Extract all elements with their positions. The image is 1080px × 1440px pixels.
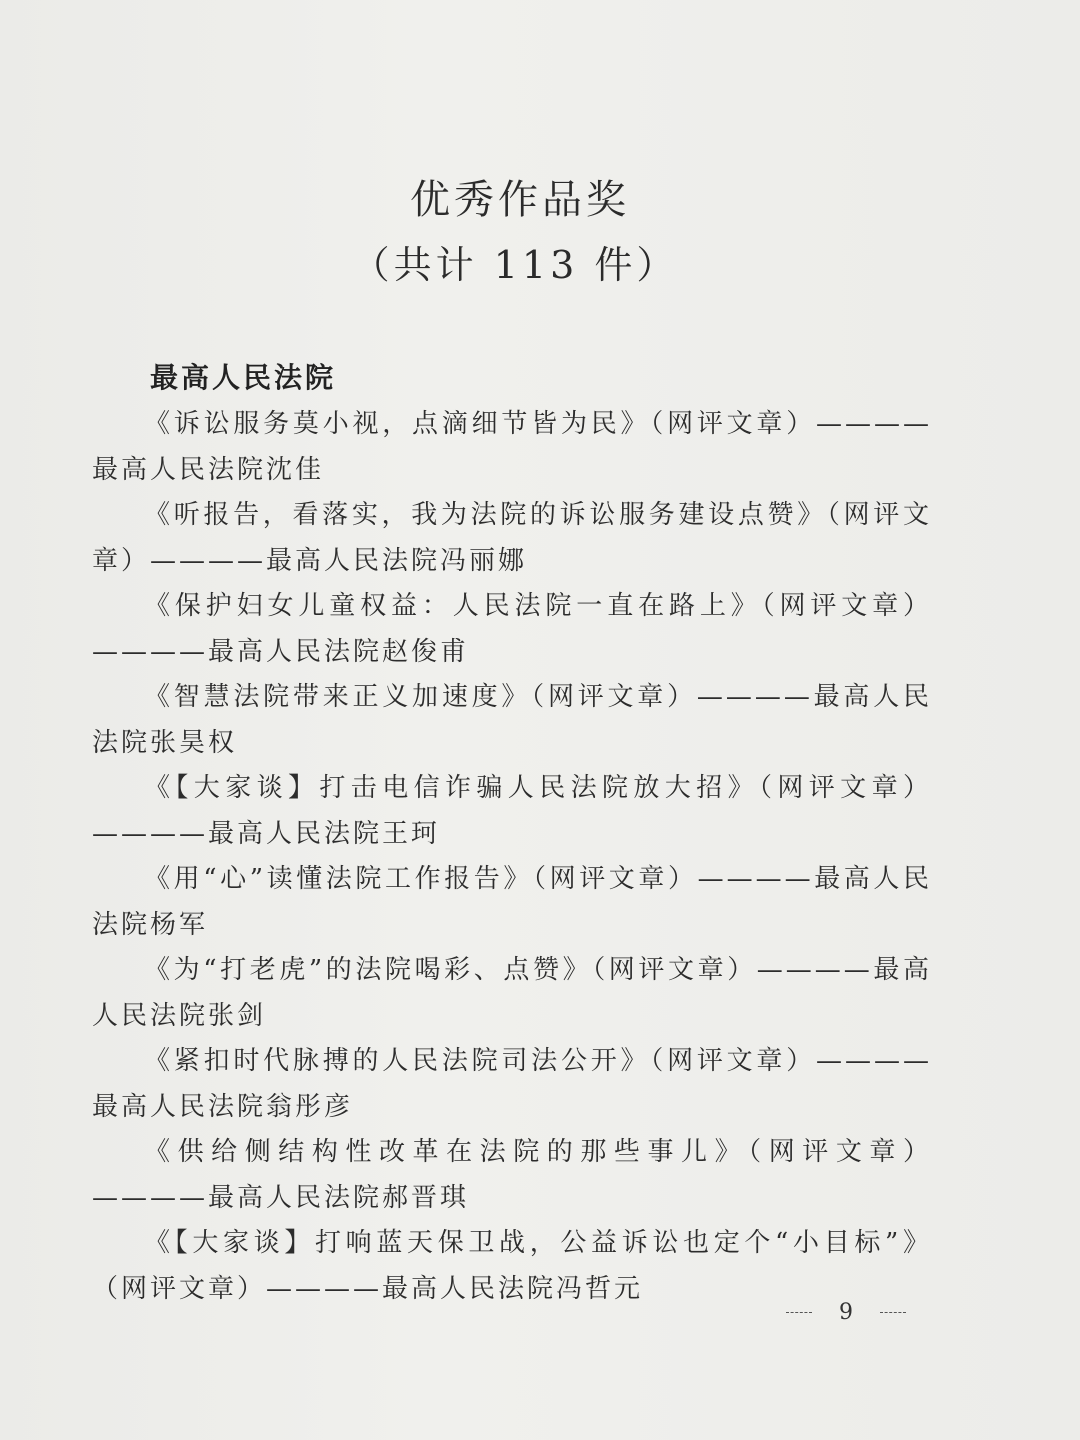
list-item: 《供给侧结构性改革在法院的那些事儿》（网评文章）————最高人民法院郝晋琪	[92, 1137, 932, 1213]
list-item: 《诉讼服务莫小视，点滴细节皆为民》（网评文章）————最高人民法院沈佳	[92, 409, 932, 485]
list-item: 《听报告，看落实，我为法院的诉讼服务建设点赞》（网评文章）————最高人民法院冯丽娜	[92, 500, 932, 576]
list-item: 《紧扣时代脉搏的人民法院司法公开》（网评文章）————最高人民法院翁彤彦	[92, 1046, 932, 1122]
page-number-dash-right	[880, 1312, 906, 1313]
list-item: 《用“心”读懂法院工作报告》（网评文章）————最高人民法院杨军	[92, 864, 932, 940]
page-number	[786, 1300, 906, 1325]
award-list	[92, 402, 932, 1312]
page-number-value: 9	[839, 1300, 853, 1325]
page-number-dash-left	[786, 1312, 812, 1313]
list-item: 《智慧法院带来正义加速度》（网评文章）————最高人民法院张昊权	[92, 682, 932, 758]
list-item: 《【大家谈】打击电信诈骗人民法院放大招》（网评文章）————最高人民法院王珂	[92, 773, 932, 849]
page-title: 优秀作品奖	[410, 177, 630, 223]
list-item: 《保护妇女儿童权益：人民法院一直在路上》（网评文章）————最高人民法院赵俊甫	[92, 591, 932, 667]
list-item: 《为“打老虎”的法院喝彩、点赞》（网评文章）————最高人民法院张剑	[92, 955, 932, 1031]
section-heading: 最高人民法院	[150, 361, 337, 394]
page-subtitle: （共计 113 件）	[351, 243, 679, 287]
list-item: 《【大家谈】打响蓝天保卫战，公益诉讼也定个“小目标”》（网评文章）————最高人民法院冯哲元	[92, 1228, 932, 1304]
